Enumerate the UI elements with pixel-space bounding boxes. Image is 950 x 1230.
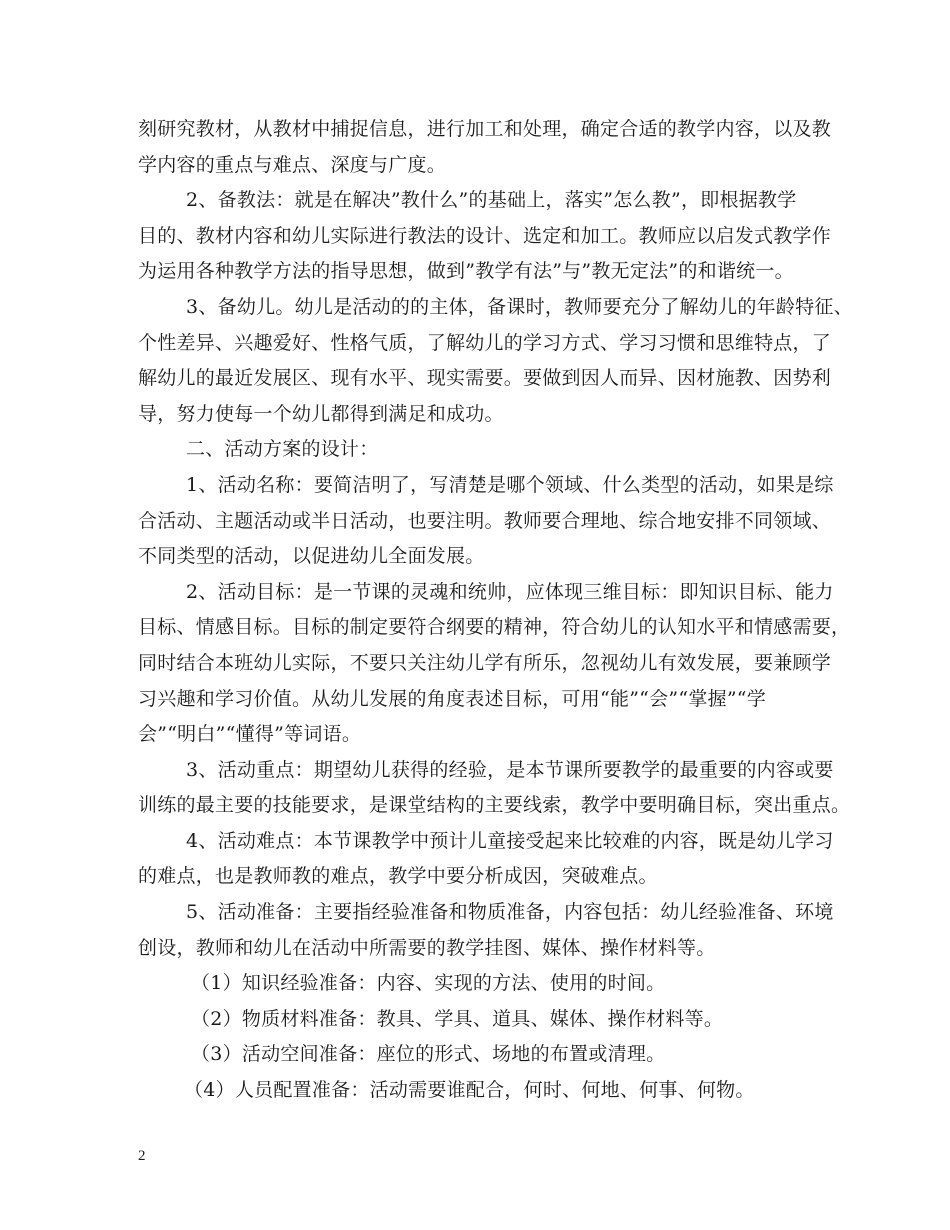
text-line: 学内容的重点与难点、深度与广度。	[138, 153, 447, 176]
text-line: 3、活动重点：期望幼儿获得的经验，是本节课所要教学的最重要的内容或要	[186, 758, 834, 781]
text-line: 导，努力使每一个幼儿都得到满足和成功。	[138, 402, 504, 425]
text-line: 个性差异、兴趣爱好、性格气质，了解幼儿的学习方式、学习习惯和思维特点，了	[138, 331, 832, 354]
text-line: 的难点，也是教师教的难点，教学中要分析成因，突破难点。	[138, 865, 658, 888]
text-line: 不同类型的活动，以促进幼儿全面发展。	[138, 545, 485, 568]
section-heading: 二、活动方案的设计：	[186, 438, 379, 461]
text-line: 5、活动准备：主要指经验准备和物质准备，内容包括：幼儿经验准备、环境	[186, 901, 834, 924]
list-item: （4）人员配置准备：活动需要谁配合，何时、何地、何事、何物。	[184, 1079, 755, 1102]
text-line: 3、备幼儿。幼儿是活动的的主体，备课时，教师要充分了解幼儿的年龄特征、	[186, 295, 853, 318]
text-line: 创设，教师和幼儿在活动中所需要的教学挂图、媒体、操作材料等。	[138, 936, 716, 959]
text-line: 1、活动名称：要简洁明了，写清楚是哪个领域、什么类型的活动，如果是综	[186, 473, 834, 496]
text-line: 目标、情感目标。目标的制定要符合纲要的精神，符合幼儿的认知水平和情感需要，	[138, 616, 851, 639]
text-line: 2、备教法：就是在解决”教什么”的基础上，落实”怎么教”，即根据教学	[186, 189, 797, 212]
text-line: 4、活动难点：本节课教学中预计儿童接受起来比较难的内容，既是幼儿学习	[186, 829, 834, 852]
list-item: （3）活动空间准备：座位的形式、场地的布置或清理。	[191, 1043, 666, 1066]
list-item: （2）物质材料准备：教具、学具、道具、媒体、操作材料等。	[191, 1007, 724, 1030]
list-item: （1）知识经验准备：内容、实现的方法、使用的时间。	[191, 972, 666, 995]
text-line: 2、活动目标：是一节课的灵魂和统帅，应体现三维目标：即知识目标、能力	[186, 580, 834, 603]
text-line: 合活动、主题活动或半日活动，也要注明。教师要合理地、综合地安排不同领域、	[138, 509, 832, 532]
text-line: 同时结合本班幼儿实际，不要只关注幼儿学有所乐，忽视幼儿有效发展，要兼顾学	[138, 651, 832, 674]
text-line: 训练的最主要的技能要求，是课堂结构的主要线索，教学中要明确目标，突出重点。	[138, 794, 851, 817]
page-number: 2	[138, 1148, 146, 1164]
text-line: 习兴趣和学习价值。从幼儿发展的角度表述目标，可用“能”“会”“掌握”“学	[138, 687, 766, 710]
text-line: 会”“明白”“懂得”等词语。	[138, 723, 362, 746]
text-line: 解幼儿的最近发展区、现有水平、现实需要。要做到因人而异、因材施教、因势利	[138, 367, 832, 390]
text-line: 刻研究教材，从教材中捕捉信息，进行加工和处理，确定合适的教学内容，以及教	[138, 118, 832, 140]
text-line: 为运用各种教学方法的指导思想，做到”教学有法”与”教无定法”的和谐统一。	[138, 260, 794, 283]
text-line: 目的、教材内容和幼儿实际进行教法的设计、选定和加工。教师应以启发式教学作	[138, 224, 832, 247]
body-text	[138, 112, 853, 1109]
